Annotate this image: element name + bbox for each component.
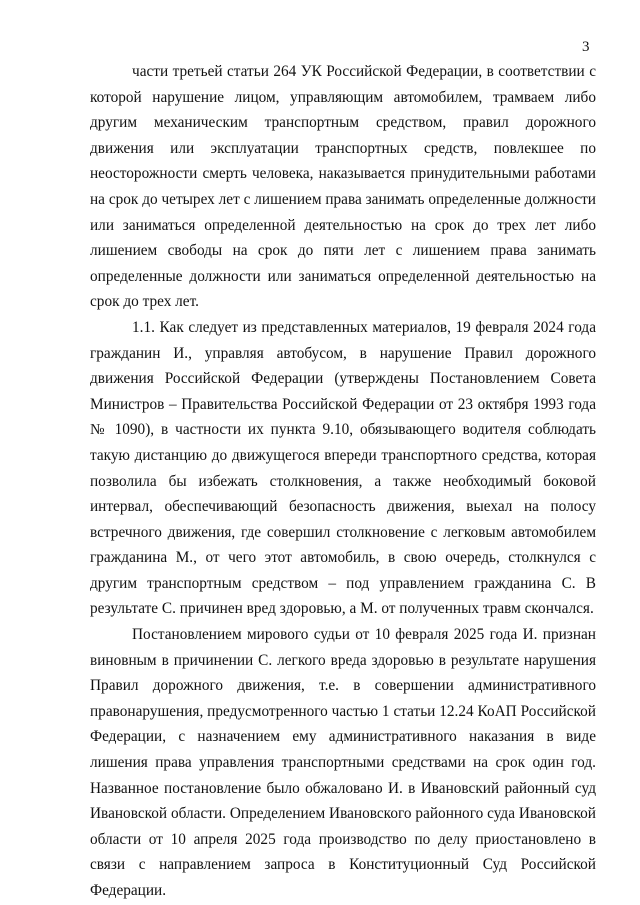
document-body	[90, 59, 596, 904]
paragraph-1-1: 1.1. Как следует из представленных материалов, 19 февраля 2024 года гражданин И., управляя автобусом, в нарушение Правил дорожного движения Российской Федерации (утверждены Постановлением Совета Министров – Правительства Российской Федерации от 23 октября 1993 года № 1090), в частности их пункта 9.10, обязывающего водителя соблюдать такую дистанцию до движущегося впереди транспортного средства, которая позволила бы избежать столкновения, а также необходимый боковой интервал, обеспечивающий безопасность движения, выехал на полосу встречного движения, где совершил столкновение с легковым автомобилем гражданина М., от чего этот автомобиль, в свою очередь, столкнулся с другим транспортным средством – под управлением гражданина С. В результате С. причинен вред здоровью, а М. от полученных травм скончался.	[90, 318, 596, 618]
paragraph-continuation: части третьей статьи 264 УК Российской Федерации, в соответствии с которой нарушение лицом, управляющим автомобилем, трамваем либо другим механическим транспортным средством, правил дорожного движения или эксплуатации транспортных средств, повлекшее по неосторожности смерть человека, наказывается принудительными работами на срок до четырех лет с лишением права занимать определенные должности или заниматься определенной деятельностью на срок до трех лет либо лишением свободы на срок до пяти лет с лишением права занимать определенные должности или заниматься определенной деятельностью на срок до трех лет.	[90, 63, 596, 311]
paragraph-ruling: Постановлением мирового судьи от 10 февраля 2025 года И. признан виновным в причинении С. легкого вреда здоровью в результате нарушения Правил дорожного движения, т.е. в совершении административного правонарушения, предусмотренного частью 1 статьи 12.24 КоАП Российской Федерации, с назначением ему административного наказания в виде лишения права управления транспортными средствами на срок один год. Названное постановление было обжаловано И. в Ивановский районный суд Ивановской области. Определением Ивановского районного суда Ивановской области от 10 апреля 2025 года производство по делу приостановлено в связи с направлением запроса в Конституционный Суд Российской Федерации.	[90, 626, 596, 899]
page-number: 3	[582, 39, 590, 55]
